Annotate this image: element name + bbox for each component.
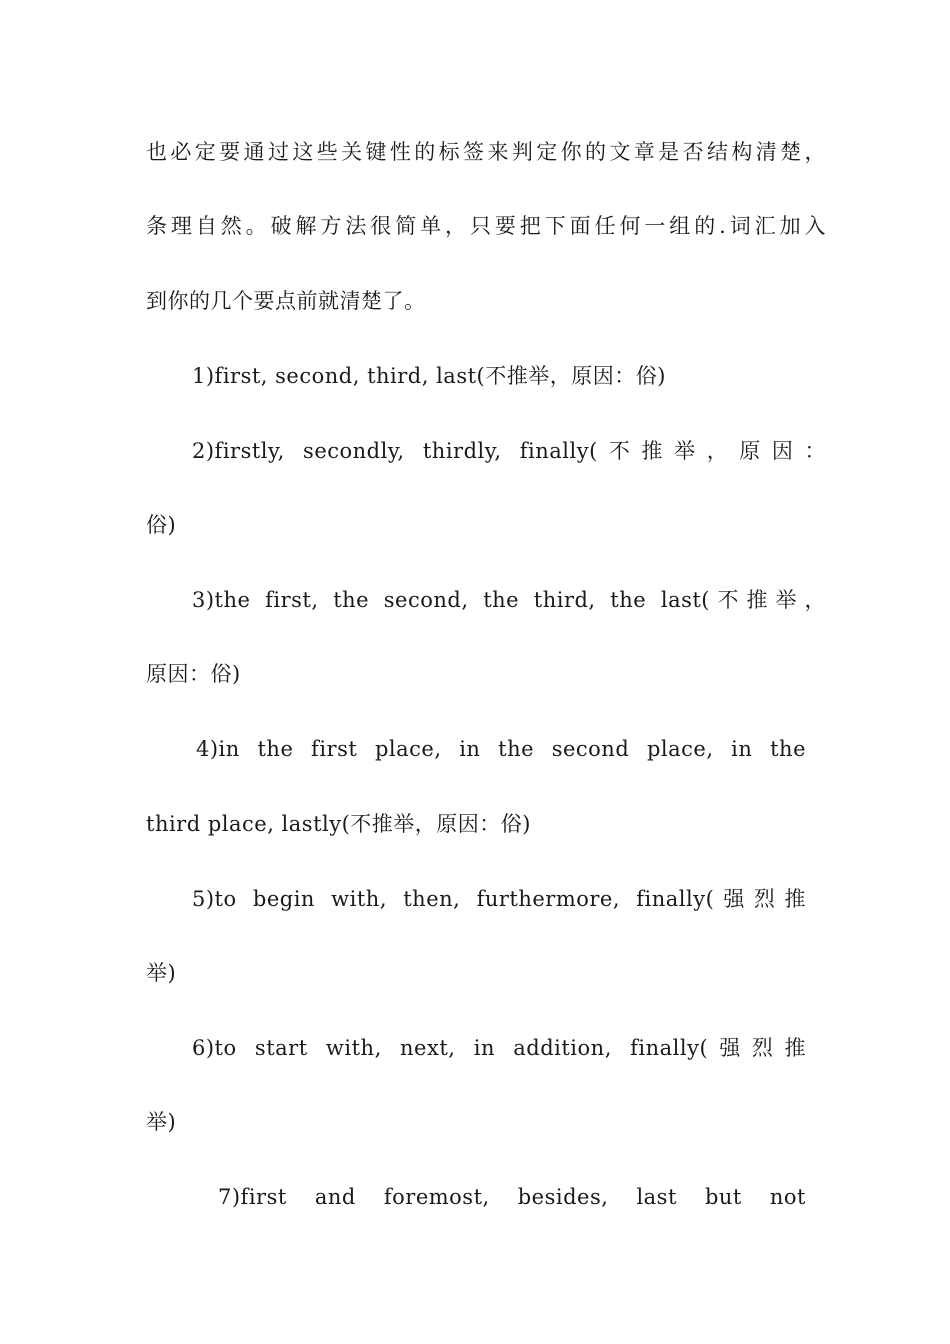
list-item-2-line-2: 俗) — [146, 513, 177, 537]
list-item-5-line-1: 5)to begin with, then, furthermore, finally(强烈推 — [192, 887, 806, 911]
paragraph-line-3: 到你的几个要点前就清楚了。 — [146, 289, 426, 313]
list-item-6-line-2: 举) — [146, 1110, 177, 1134]
list-item-2-line-1: 2)firstly, secondly, thirdly, finally(不推举，原因： — [192, 439, 826, 463]
list-item-1: 1)first, second, third, last(不推举，原因：俗) — [192, 364, 666, 388]
list-item-3-line-1: 3)the first, the second, the third, the last(不推举， — [192, 588, 826, 612]
list-item-3-line-2: 原因：俗) — [146, 662, 241, 686]
list-item-4-line-2: third place, lastly(不推举，原因：俗) — [146, 812, 531, 836]
list-item-6-line-1: 6)to start with, next, in addition, finally(强烈推 — [192, 1036, 806, 1060]
paragraph-line-1: 也必定要通过这些关键性的标签来判定你的文章是否结构清楚， — [146, 140, 826, 164]
list-item-5-line-2: 举) — [146, 961, 177, 985]
list-item-4-line-1: 4)in the first place, in the second place, in the — [196, 737, 806, 761]
list-item-7-line-1: 7)first and foremost, besides, last but not — [218, 1185, 806, 1209]
paragraph-line-2: 条理自然。破解方法很简单，只要把下面任何一组的.词汇加入 — [146, 214, 826, 238]
